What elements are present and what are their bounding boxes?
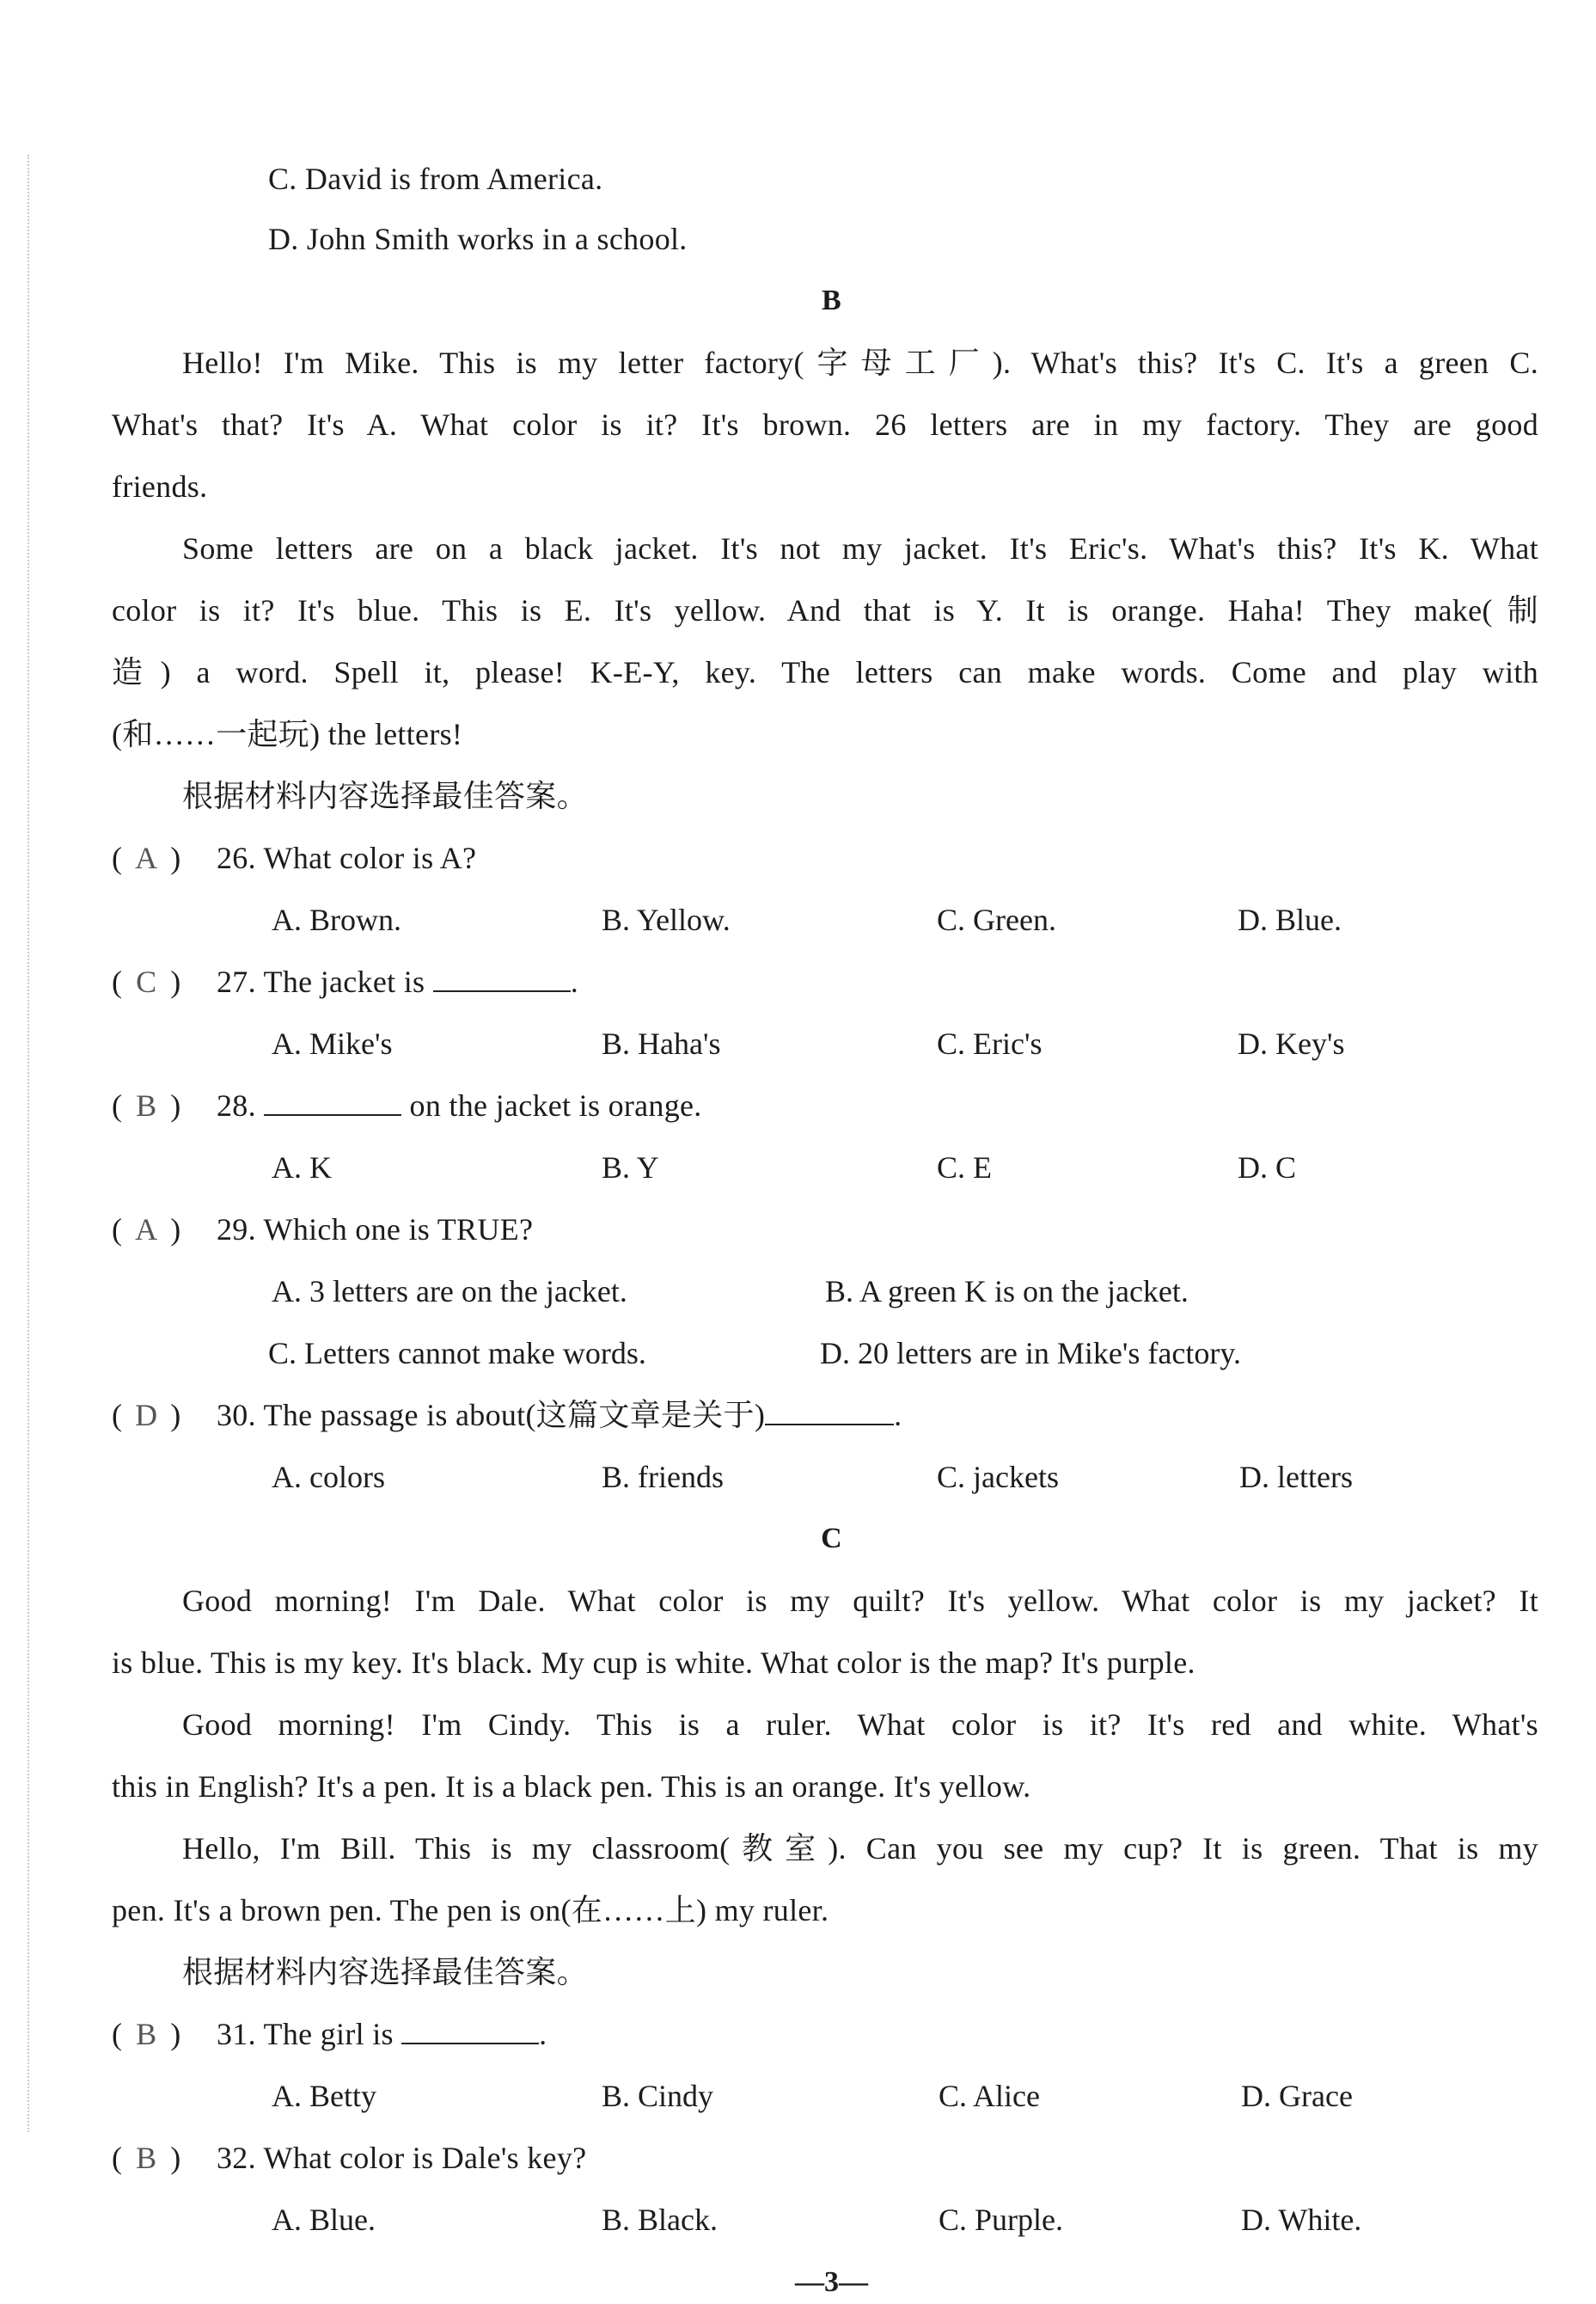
q31-option-b: B. Cindy (602, 2079, 714, 2113)
answer-blank (401, 2017, 539, 2044)
section-c-heading: C (821, 1523, 842, 1554)
answer-bracket: ( A ) (112, 841, 181, 875)
question-text: 32. What color is Dale's key? (217, 2141, 587, 2175)
question-29 (112, 1210, 533, 1248)
question-27: ( C ) 27. The jacket is . (112, 965, 578, 999)
q27-option-b: B. Haha's (602, 1026, 721, 1061)
q26-option-a: A. Brown. (272, 903, 401, 937)
q27-option-c: C. Eric's (937, 1026, 1043, 1061)
passage-c-p2-line: this in English? It's a pen. It is a black pen. This is an orange. It's yellow. (112, 1769, 1031, 1804)
passage-c-p2-line: Good morning! I'm Cindy. This is a ruler. What color is it? It's red and white. What's (182, 1707, 1538, 1742)
question-text: 30. The passage is about(这篇文章是关于) (217, 1398, 766, 1432)
passage-c-p3-line: pen. It's a brown pen. The pen is on(在……上) my ruler. (112, 1893, 829, 1927)
q28-option-b: B. Y (602, 1150, 659, 1185)
q28-option-a: A. K (272, 1150, 332, 1185)
answer-mark: D (135, 1398, 158, 1432)
q29-option-b: B. A green K is on the jacket. (825, 1274, 1189, 1308)
q27-option-a: A. Mike's (272, 1026, 393, 1061)
answer-mark: B (136, 2141, 157, 2175)
q32-option-c: C. Purple. (939, 2203, 1064, 2237)
answer-mark: B (136, 1088, 157, 1123)
q31-option-d: D. Grace (1241, 2079, 1353, 2113)
question-text: 31. The girl is (217, 2017, 394, 2051)
q32-option-d: D. White. (1241, 2203, 1362, 2237)
page-number: —3— (795, 2266, 868, 2298)
question-text: 27. The jacket is (217, 965, 425, 999)
q32-option-b: B. Black. (602, 2203, 718, 2237)
answer-blank (264, 1088, 401, 1116)
q26-option-b: B. Yellow. (602, 903, 731, 937)
answer-bracket: ( B ) (112, 1088, 181, 1123)
answer-mark: B (136, 2017, 157, 2051)
q31-option-c: C. Alice (939, 2079, 1040, 2113)
question-26 (112, 839, 476, 877)
q26-option-d: D. Blue. (1238, 903, 1342, 937)
section-c-instruction: 根据材料内容选择最佳答案。 (182, 1955, 588, 1989)
question-text: 26. What color is A? (217, 841, 477, 875)
passage-c-p3-line: Hello, I'm Bill. This is my classroom(教室). Can you see my cup? It is green. That is my (182, 1831, 1538, 1866)
answer-mark: C (136, 965, 157, 999)
answer-bracket: ( A ) (112, 1212, 181, 1247)
answer-bracket: ( C ) (112, 965, 181, 999)
q28-option-d: D. C (1238, 1150, 1297, 1185)
q32-option-a: A. Blue. (272, 2203, 376, 2237)
q30-option-b: B. friends (602, 1460, 724, 1494)
margin-dotted-line (28, 155, 29, 2132)
question-31: ( B ) 31. The girl is . (112, 2017, 547, 2051)
passage-c-p1-line: is blue. This is my key. It's black. My cup is white. What color is the map? It's purple. (112, 1645, 1195, 1680)
q26-option-c: C. Green. (937, 903, 1056, 937)
passage-b-p1-line: What's that? It's A. What color is it? It's brown. 26 letters are in my factory. They are good (112, 407, 1538, 442)
question-30: ( D ) 30. The passage is about(这篇文章是关于) . (112, 1398, 902, 1432)
question-28: ( B ) 28. on the jacket is orange. (112, 1088, 702, 1123)
q29-option-c: C. Letters cannot make words. (268, 1336, 646, 1370)
answer-bracket: ( B ) (112, 2141, 181, 2175)
q31-option-a: A. Betty (272, 2079, 376, 2113)
section-b-instruction: 根据材料内容选择最佳答案。 (182, 779, 588, 813)
section-b-heading: B (822, 285, 841, 316)
answer-mark: A (135, 841, 158, 875)
q30-option-c: C. jackets (937, 1460, 1059, 1494)
q29-option-a: A. 3 letters are on the jacket. (272, 1274, 627, 1308)
q27-option-d: D. Key's (1238, 1026, 1345, 1061)
question-text: 29. Which one is TRUE? (217, 1212, 534, 1247)
answer-blank (433, 965, 571, 992)
q30-option-a: A. colors (272, 1460, 385, 1494)
option-line-c: C. David is from America. (268, 162, 603, 196)
passage-b-p1-line: friends. (112, 469, 208, 504)
answer-bracket: ( B ) (112, 2017, 181, 2051)
answer-mark: A (135, 1212, 158, 1247)
passage-b-p1-line: Hello! I'm Mike. This is my letter factory(字母工厂). What's this? It's C. It's a green C. (182, 346, 1538, 380)
passage-b-p2-line: (和……一起玩) the letters! (112, 717, 463, 751)
q28-option-c: C. E (937, 1150, 993, 1185)
passage-b-p2-line: 造) a word. Spell it, please! K-E-Y, key. The letters can make words. Come and play with (112, 655, 1538, 689)
passage-b-p2-line: Some letters are on a black jacket. It's not my jacket. It's Eric's. What's this? It's K. What (182, 531, 1538, 566)
answer-bracket: ( D ) (112, 1398, 181, 1432)
question-32 (112, 2139, 586, 2177)
passage-c-p1-line: Good morning! I'm Dale. What color is my quilt? It's yellow. What color is my jacket? It (182, 1584, 1538, 1618)
q29-option-d: D. 20 letters are in Mike's factory. (820, 1336, 1241, 1370)
answer-blank (765, 1398, 894, 1425)
q30-option-d: D. letters (1239, 1460, 1353, 1494)
option-line-d: D. John Smith works in a school. (268, 222, 688, 256)
question-text: 28. (217, 1088, 256, 1123)
passage-b-p2-line: color is it? It's blue. This is E. It's yellow. And that is Y. It is orange. Haha! They make(制 (112, 593, 1538, 628)
